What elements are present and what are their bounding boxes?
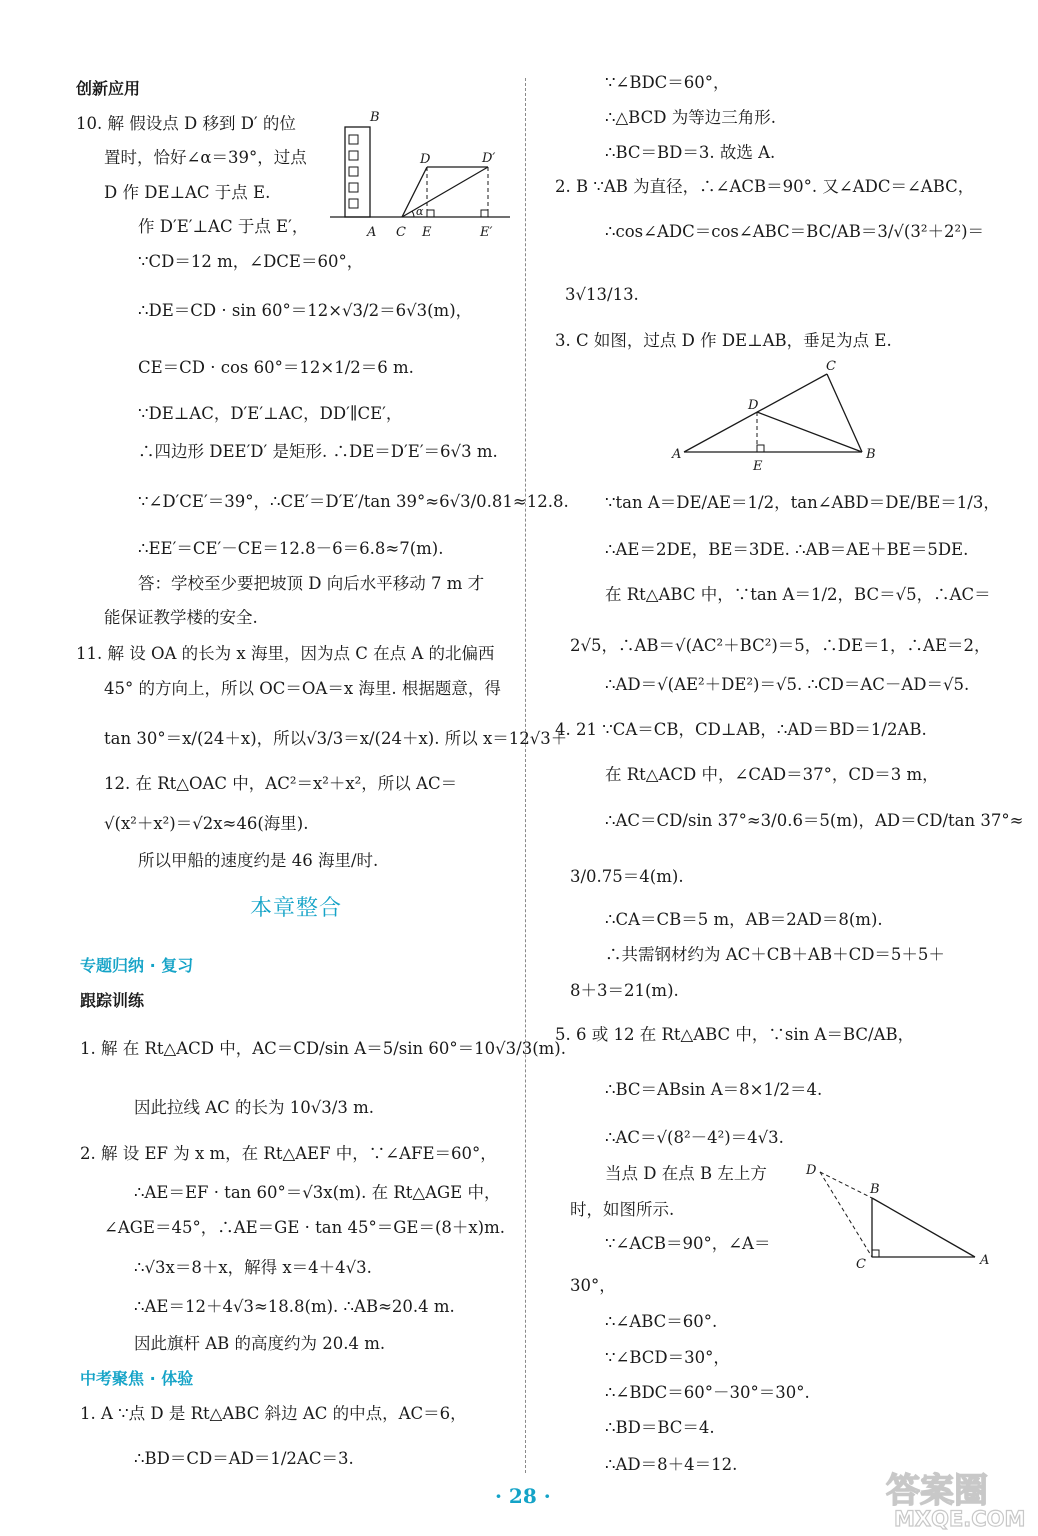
fig1-label-B: B (370, 110, 380, 125)
exam-5-line-11: ∴BD＝BC＝4. (605, 1418, 715, 1437)
watermark-url: MXQE.COM (894, 1507, 1026, 1531)
watermark-text: 答案圈 (886, 1471, 988, 1511)
exam-5-line-12: ∴AD＝8＋4＝12. (605, 1455, 738, 1474)
exam-4-line-5: ∴CA＝CB＝5 m，AB＝2AD＝8(m). (605, 910, 883, 929)
practice-1-line-1: 1. 解 在 Rt△ACD 中，AC＝CD/sin A＝5/sin 60°＝10√3/3(m). (80, 1039, 566, 1058)
r-line-3: ∴BC＝BD＝3. 故选 A. (605, 143, 776, 162)
exam-5-line-6: ∵∠ACB＝90°，∠A＝ (605, 1234, 771, 1253)
practice-1-line-2: 因此拉线 AC 的长为 10√3/3 m. (134, 1098, 374, 1117)
exam-3-line-1: 3. C 如图，过点 D 作 DE⊥AB，垂足为点 E. (555, 331, 892, 350)
practice-2-line-2: ∴AE＝EF · tan 60°＝√3x(m). 在 Rt△AGE 中， (134, 1183, 501, 1202)
fig1-label-D-prime: D′ (482, 151, 496, 166)
problem-10-line-11: ∴EE′＝CE′－CE＝12.8－6＝6.8≈7(m). (138, 539, 444, 558)
column-divider (525, 78, 526, 1473)
subheading-practice: 跟踪训练 (80, 991, 145, 1010)
problem-10-line-3: D 作 DE⊥AC 于点 E. (104, 183, 271, 202)
fig3-label-B: B (870, 1182, 880, 1197)
problem-10-line-9: ∴四边形 DEE′D′ 是矩形. ∴DE＝D′E′＝6√3 m. (138, 442, 498, 461)
exam-4-line-3: ∴AC＝CD/sin 37°≈3/0.6＝5(m)，AD＝CD/tan 37°≈ (605, 811, 1024, 830)
exam-1-line-1: 1. A ∵点 D 是 Rt△ABC 斜边 AC 的中点，AC＝6， (80, 1404, 467, 1423)
fig1-label-E: E (422, 225, 432, 240)
exam-3-line-5: 2√5，∴AB＝√(AC²＋BC²)＝5，∴DE＝1，∴AE＝2， (570, 636, 991, 655)
problem-10-line-1: 10. 解 假设点 D 移到 D′ 的位 (76, 114, 296, 133)
fig1-label-E-prime: E′ (480, 225, 493, 240)
fig2-label-D: D (748, 398, 759, 413)
exam-3-line-6: ∴AD＝√(AE²＋DE²)＝√5. ∴CD＝AC－AD＝√5. (605, 675, 970, 694)
problem-10-line-2: 置时，恰好∠α＝39°，过点 (104, 148, 307, 167)
subheading-exam-focus: 中考聚焦 · 体验 (80, 1369, 194, 1388)
exam-5-line-1: 5. 6 或 12 在 Rt△ABC 中，∵sin A＝BC/AB， (555, 1025, 915, 1044)
problem-10-line-6: ∴DE＝CD · sin 60°＝12×√3/2＝6√3(m)， (138, 301, 473, 320)
exam-1-line-2: ∴BD＝CD＝AD＝1/2AC＝3. (134, 1449, 354, 1468)
practice-2-line-6: 因此旗杆 AB 的高度约为 20.4 m. (134, 1334, 386, 1353)
problem-10-line-7: CE＝CD · cos 60°＝12×1/2＝6 m. (138, 358, 414, 377)
figure-right-triangle-d (800, 1160, 995, 1272)
fig1-label-alpha: α (416, 205, 424, 218)
problem-10-line-10: ∵∠D′CE′＝39°，∴CE′＝D′E′/tan 39°≈6√3/0.81≈12.8. (138, 492, 569, 511)
subheading-review: 专题归纳 · 复习 (80, 956, 194, 975)
fig2-label-C: C (826, 359, 836, 374)
problem-11-line-5: √(x²＋x²)＝√2x≈46(海里). (104, 814, 309, 833)
practice-2-line-4: ∴√3x＝8＋x，解得 x＝4＋4√3. (134, 1258, 372, 1277)
exam-4-line-7: 8＋3＝21(m). (570, 981, 679, 1000)
section-heading-innovation: 创新应用 (76, 79, 141, 98)
fig3-label-A: A (980, 1253, 990, 1268)
practice-2-line-5: ∴AE＝12＋4√3≈18.8(m). ∴AB≈20.4 m. (134, 1297, 455, 1316)
exam-5-line-4: 当点 D 在点 B 左上方 (605, 1164, 767, 1183)
watermark-logo (880, 1462, 1030, 1532)
exam-4-line-2: 在 Rt△ACD 中，∠CAD＝37°，CD＝3 m， (605, 765, 939, 784)
problem-10-line-12: 答：学校至少要把坡顶 D 向后水平移动 7 m 才 (138, 574, 485, 593)
exam-5-line-10: ∴∠BDC＝60°－30°＝30°. (605, 1383, 810, 1402)
fig2-label-B: B (866, 447, 876, 462)
exam-5-line-9: ∵∠BCD＝30°， (605, 1348, 730, 1367)
problem-10-line-8: ∵DE⊥AC，D′E′⊥AC，DD′∥CE′， (138, 404, 403, 423)
exam-5-line-3: ∴AC＝√(8²－4²)＝4√3. (605, 1128, 784, 1147)
fig2-label-E: E (753, 459, 763, 474)
practice-2-line-1: 2. 解 设 EF 为 x m，在 Rt△AEF 中，∵∠AFE＝60°， (80, 1144, 497, 1163)
problem-10-line-13: 能保证教学楼的安全. (104, 608, 258, 627)
chapter-heading: 本章整合 (250, 896, 343, 921)
exam-4-line-4: 3/0.75＝4(m). (570, 867, 684, 886)
problem-11-line-4: 12. 在 Rt△OAC 中，AC²＝x²＋x²，所以 AC＝ (104, 774, 458, 793)
exam-4-line-1: 4. 21 ∵CA＝CB，CD⊥AB，∴AD＝BD＝1/2AB. (555, 720, 927, 739)
exam-2-line-1: 2. B ∵AB 为直径，∴∠ACB＝90°. 又∠ADC＝∠ABC， (555, 177, 975, 196)
exam-5-line-2: ∴BC＝ABsin A＝8×1/2＝4. (605, 1080, 823, 1099)
r-line-2: ∴△BCD 为等边三角形. (605, 108, 776, 127)
fig1-label-D: D (420, 152, 431, 167)
exam-4-line-6: ∴共需钢材约为 AC＋CB＋AB＋CD＝5＋5＋ (605, 945, 945, 964)
problem-11-line-1: 11. 解 设 OA 的长为 x 海里，因为点 C 在点 A 的北偏西 (76, 644, 495, 663)
problem-10-line-4: 作 D′E′⊥AC 于点 E′， (138, 217, 309, 236)
problem-11-line-6: 所以甲船的速度约是 46 海里/时. (138, 851, 379, 870)
r-line-1: ∵∠BDC＝60°， (605, 73, 730, 92)
exam-5-line-5: 时，如图所示. (570, 1200, 675, 1219)
exam-2-line-3: 3√13/13. (565, 285, 639, 304)
exam-5-line-8: ∴∠ABC＝60°. (605, 1312, 718, 1331)
problem-10-line-5: ∵CD＝12 m，∠DCE＝60°， (138, 252, 364, 271)
figure-slope-building (330, 105, 515, 245)
fig3-label-D: D (806, 1163, 817, 1178)
figure-triangle-abc-de (670, 359, 885, 474)
exam-3-line-3: ∴AE＝2DE，BE＝3DE. ∴AB＝AE＋BE＝5DE. (605, 540, 969, 559)
practice-2-line-3: ∠AGE＝45°，∴AE＝GE · tan 45°＝GE＝(8＋x)m. (104, 1218, 506, 1237)
fig2-label-A: A (672, 447, 682, 462)
fig1-label-A: A (367, 225, 377, 240)
fig3-label-C: C (856, 1257, 866, 1272)
exam-3-line-4: 在 Rt△ABC 中，∵tan A＝1/2，BC＝√5，∴AC＝ (605, 585, 991, 604)
problem-11-line-2: 45° 的方向上，所以 OC＝OA＝x 海里. 根据题意，得 (104, 679, 501, 698)
exam-2-line-2: ∴cos∠ADC＝cos∠ABC＝BC/AB＝3/√(3²＋2²)＝ (605, 222, 985, 241)
exam-3-line-2: ∵tan A＝DE/AE＝1/2，tan∠ABD＝DE/BE＝1/3， (605, 493, 1000, 512)
page-number: · 28 · (495, 1484, 551, 1508)
exam-5-line-7: 30°， (570, 1276, 616, 1295)
fig1-label-C: C (396, 225, 406, 240)
problem-11-line-3: tan 30°＝x/(24＋x)，所以√3/3＝x/(24＋x). 所以 x＝12√3＋ (104, 729, 568, 748)
